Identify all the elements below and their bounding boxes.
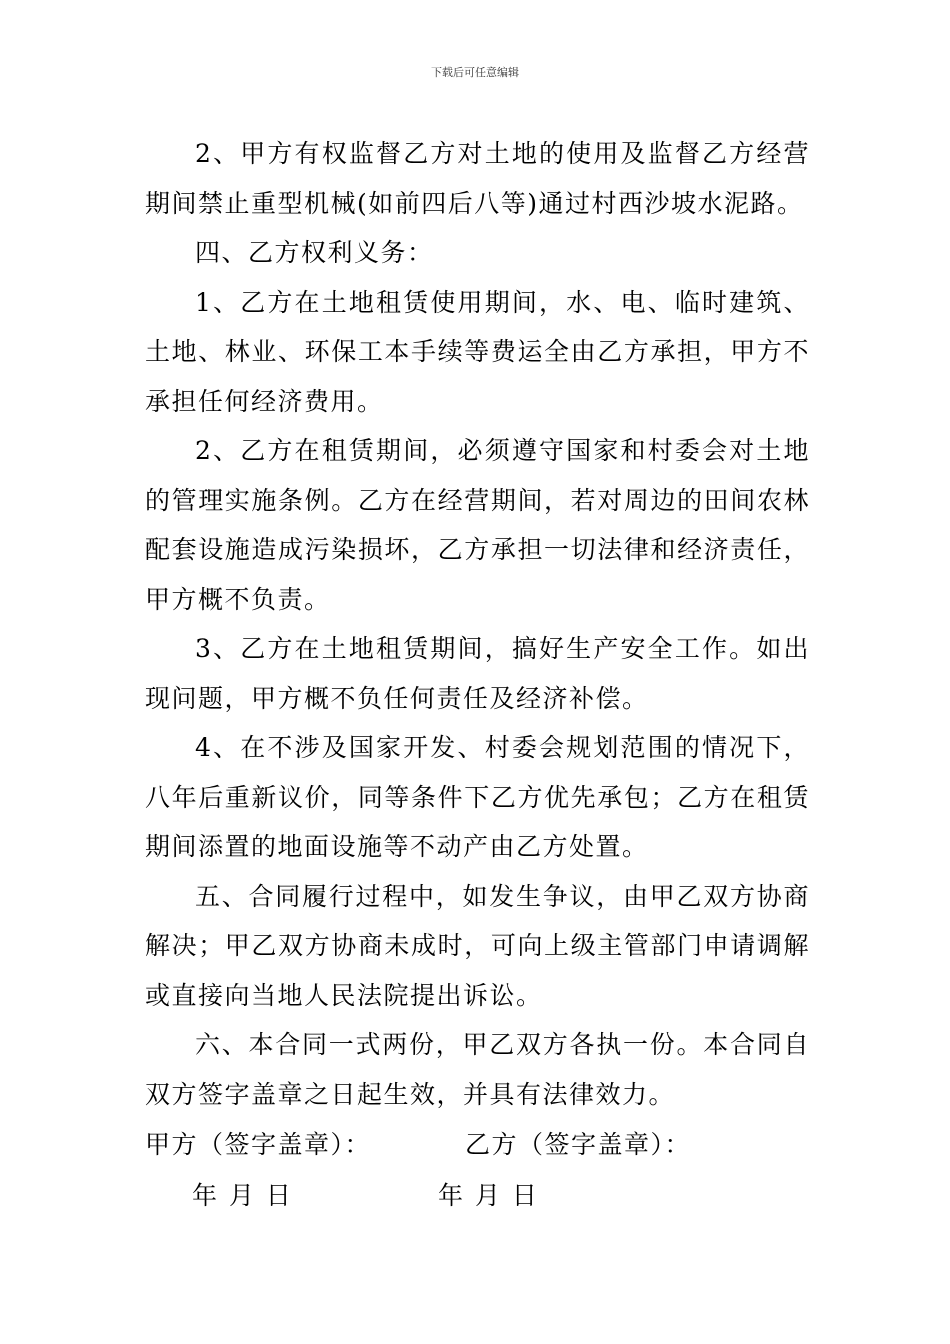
clause-paragraph: 3、乙方在土地租赁期间，搞好生产安全工作。如出现问题，甲方概不负任何责任及经济补偿。 [145, 634, 810, 713]
party-a-signature-label: 甲方（签字盖章）： [145, 1130, 372, 1159]
clause-paragraph: 4、在不涉及国家开发、村委会规划范围的情况下，八年后重新议价，同等条件下乙方优先承包；乙方在租赁期间添置的地面设施等不动产由乙方处置。 [145, 733, 810, 861]
clause-paragraph: 1、乙方在土地租赁使用期间，水、电、临时建筑、土地、林业、环保工本手续等费运全由乙方承担，甲方不承担任何经济费用。 [145, 287, 810, 416]
clause-dispute-resolution: 五、合同履行过程中，如发生争议，由甲乙双方协商解决；甲乙双方协商未成时，可向上级主管部门申请调解或直接向当地人民法院提出诉讼。 [145, 881, 810, 1010]
clause-copies-effectiveness: 六、本合同一式两份，甲乙双方各执一份。本合同自双方签字盖章之日起生效，并具有法律效力。 [145, 1030, 810, 1109]
party-b-date: 年 月 日 [438, 1181, 539, 1210]
section-heading-party-b-rights: 四、乙方权利义务： [195, 238, 434, 267]
clause-paragraph: 2、乙方在租赁期间，必须遵守国家和村委会对土地的管理实施条例。乙方在经营期间，若对周边的田间农林配套设施造成污染损坏，乙方承担一切法律和经济责任，甲方概不负责。 [145, 436, 810, 614]
page-header-note: 下载后可任意编辑 [431, 66, 519, 79]
party-b-signature-label: 乙方（签字盖章）： [465, 1130, 692, 1159]
party-a-date: 年 月 日 [192, 1181, 293, 1210]
contract-body [145, 129, 810, 1119]
clause-paragraph: 2、甲方有权监督乙方对土地的使用及监督乙方经营期间禁止重型机械(如前四后八等)通过村西沙坡水泥路。 [145, 139, 810, 218]
